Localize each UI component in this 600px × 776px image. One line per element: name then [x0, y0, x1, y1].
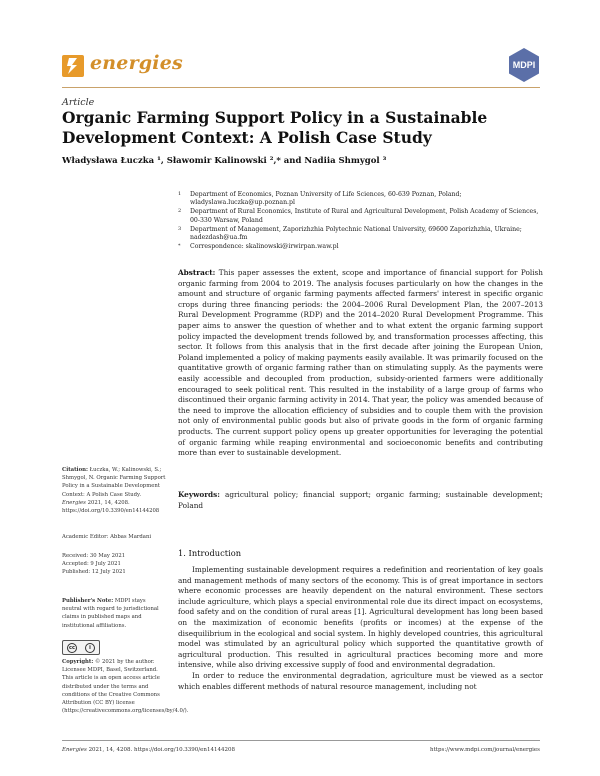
publication-dates [62, 552, 166, 577]
paragraph: Implementing sustainable development requires a redefinition and reorientation of key goals and management methods of many sectors of the economy. This is of great importance in sectors where economic processes are heavily dependent on the natural environment. These sectors include agriculture, which plays a special environmental role due its direct impact on ecosystems, food safety and on the condition of rural areas [1]. Agricultural development has long been based on the maximization of economic benefits (profits or incomes) at the expense of the disequilibrium in the ecological and social system. In highly developed countries, this agricultural model was stimulated by an agricultural policy which supported the quantitative growth of agricultural production. This resulted in agricultural practices becoming more and more intensive, while also driving excessive supply of food and environmental degradation. [178, 565, 543, 670]
affiliations [178, 191, 543, 252]
publisher-note [62, 597, 166, 630]
footer-journal: Energies [62, 747, 87, 753]
affiliation-number: 3 [178, 225, 182, 232]
journal-name: energies [90, 52, 183, 74]
copyright-text: © 2021 by the author. Licensee MDPI, Basel, Switzerland. This article is an open access article distributed under the terms and conditions of the Creative Commons Attribution (CC BY) license (https://creativecommons.org/licenses/by/4.0/). [62, 659, 189, 715]
abstract-label: Abstract: [178, 268, 216, 277]
by-icon: i [85, 643, 95, 653]
copyright-label: Copyright: [62, 659, 94, 665]
citation-journal: Energies [62, 499, 86, 506]
citation-doi[interactable]: 2021, 14, 4208. https://doi.org/10.3390/en14144208 [62, 499, 160, 515]
footer-doi[interactable]: 2021, 14, 4208. https://doi.org/10.3390/en14144208 [88, 747, 235, 753]
affiliation-number: 2 [178, 208, 182, 215]
article-title: Organic Farming Support Policy in a Sustainable Development Context: A Polish Case Study [62, 108, 488, 147]
mdpi-logo-icon [506, 47, 542, 83]
date-accepted: Accepted: 9 July 2021 [62, 561, 121, 568]
cc-icon: cc [67, 643, 77, 653]
date-published: Published: 12 July 2021 [62, 569, 126, 576]
affiliation-1 [178, 191, 543, 208]
introduction-body [178, 565, 543, 692]
paragraph: In order to reduce the environmental degradation, agriculture must be viewed as a sector which enables different methods of natural resource management, including not [178, 670, 543, 691]
keywords-text: agricultural policy; financial support; organic farming; sustainable development; Poland [178, 490, 543, 510]
keywords-label: Keywords: [178, 490, 220, 499]
affiliation-text: Department of Management, Zaporizhzhia Polytechnic National University, 69600 Zaporizhzhia, Ukraine; nadezdash@ua.fm [190, 225, 522, 242]
publisher-note-text: MDPI stays neutral with regard to jurisdictional claims in published maps and institutional affiliations. [62, 598, 159, 629]
date-received: Received: 30 May 2021 [62, 553, 126, 559]
journal-logo-icon [62, 55, 84, 77]
citation-block [62, 466, 166, 515]
footer-citation [62, 747, 235, 753]
footer-divider [62, 740, 540, 741]
abstract-text: This paper assesses the extent, scope and importance of financial support for Polish organic farming from 2004 to 2019. The analysis focuses particularly on how the changes in the amount and structure of organic farming payments affected farmers' interest in specific organic crops during three financing periods: the 2004–2006 Rural Development Plan, the 2007–2013 Rural Development Programme (RDP) and the 2014–2020 Rural Development Programme. This paper aims to answer the question of whether and to what extent the organic farming support policy impacted the development trends followed by, and transformation processes affecting, this sector. It follows from this analysis that in the first decade after joining the European Union, Poland implemented a policy of making payments easily available. It was primarily focused on the quantitative growth of organic farming rather than on stimulating supply. As the payments were easily accessible and decoupled from production, subsidy-oriented farmers were additionally encouraged to seek political rent. This resulted in the instability of a large group of farms who discontinued their organic farming activity in 2014. That year, the policy was amended because of the need to improve the allocation efficiency of subsidies and to couple them with the provision not only of environmental public goods but also of private goods in the form of organic farming products. The current support policy opens up greater opportunities for leveraging the potential of organic farming while reaping environmental and socioeconomic benefits and contributing more than ever to sustainable development. [178, 268, 543, 458]
cc-by-license-icon[interactable] [62, 640, 100, 655]
abstract [178, 268, 543, 459]
affiliation-2 [178, 208, 543, 225]
affiliation-number: * [178, 242, 181, 249]
article-type: Article [62, 97, 95, 108]
affiliation-3 [178, 226, 543, 243]
copyright-notice [62, 658, 189, 715]
correspondence [178, 243, 543, 251]
mdpi-logo-text: MDPI [512, 60, 536, 70]
citation-label: Citation: [62, 467, 88, 473]
header-divider [62, 87, 540, 88]
authors: Władysława Łuczka ¹, Sławomir Kalinowski ²,* and Nadiia Shmygol ³ [62, 156, 387, 166]
affiliation-text: Department of Rural Economics, Institute of Rural and Agricultural Development, Polish Academy of Sciences, 00-330 Warsaw, Poland [190, 208, 539, 224]
affiliation-number: 1 [178, 191, 182, 197]
keywords [178, 490, 543, 511]
affiliation-text: Department of Economics, Poznan University of Life Sciences, 60-639 Poznan, Poland; wladyslawa.luczka@up.poznan.pl [190, 191, 462, 207]
citation-text: Łuczka, W.; Kalinowski, S.; Shmygol, N. Organic Farming Support Policy in a Sustainable Development Context: A Polish Case Study. [62, 467, 166, 498]
footer-journal-link[interactable]: https://www.mdpi.com/journal/energies [430, 747, 540, 753]
correspondence-text: Correspondence: skalinowski@irwirpan.waw.pl [190, 242, 339, 250]
academic-editor: Academic Editor: Abbas Mardani [62, 534, 152, 540]
section-heading-introduction: 1. Introduction [178, 548, 242, 558]
publisher-note-label: Publisher's Note: [62, 598, 114, 604]
